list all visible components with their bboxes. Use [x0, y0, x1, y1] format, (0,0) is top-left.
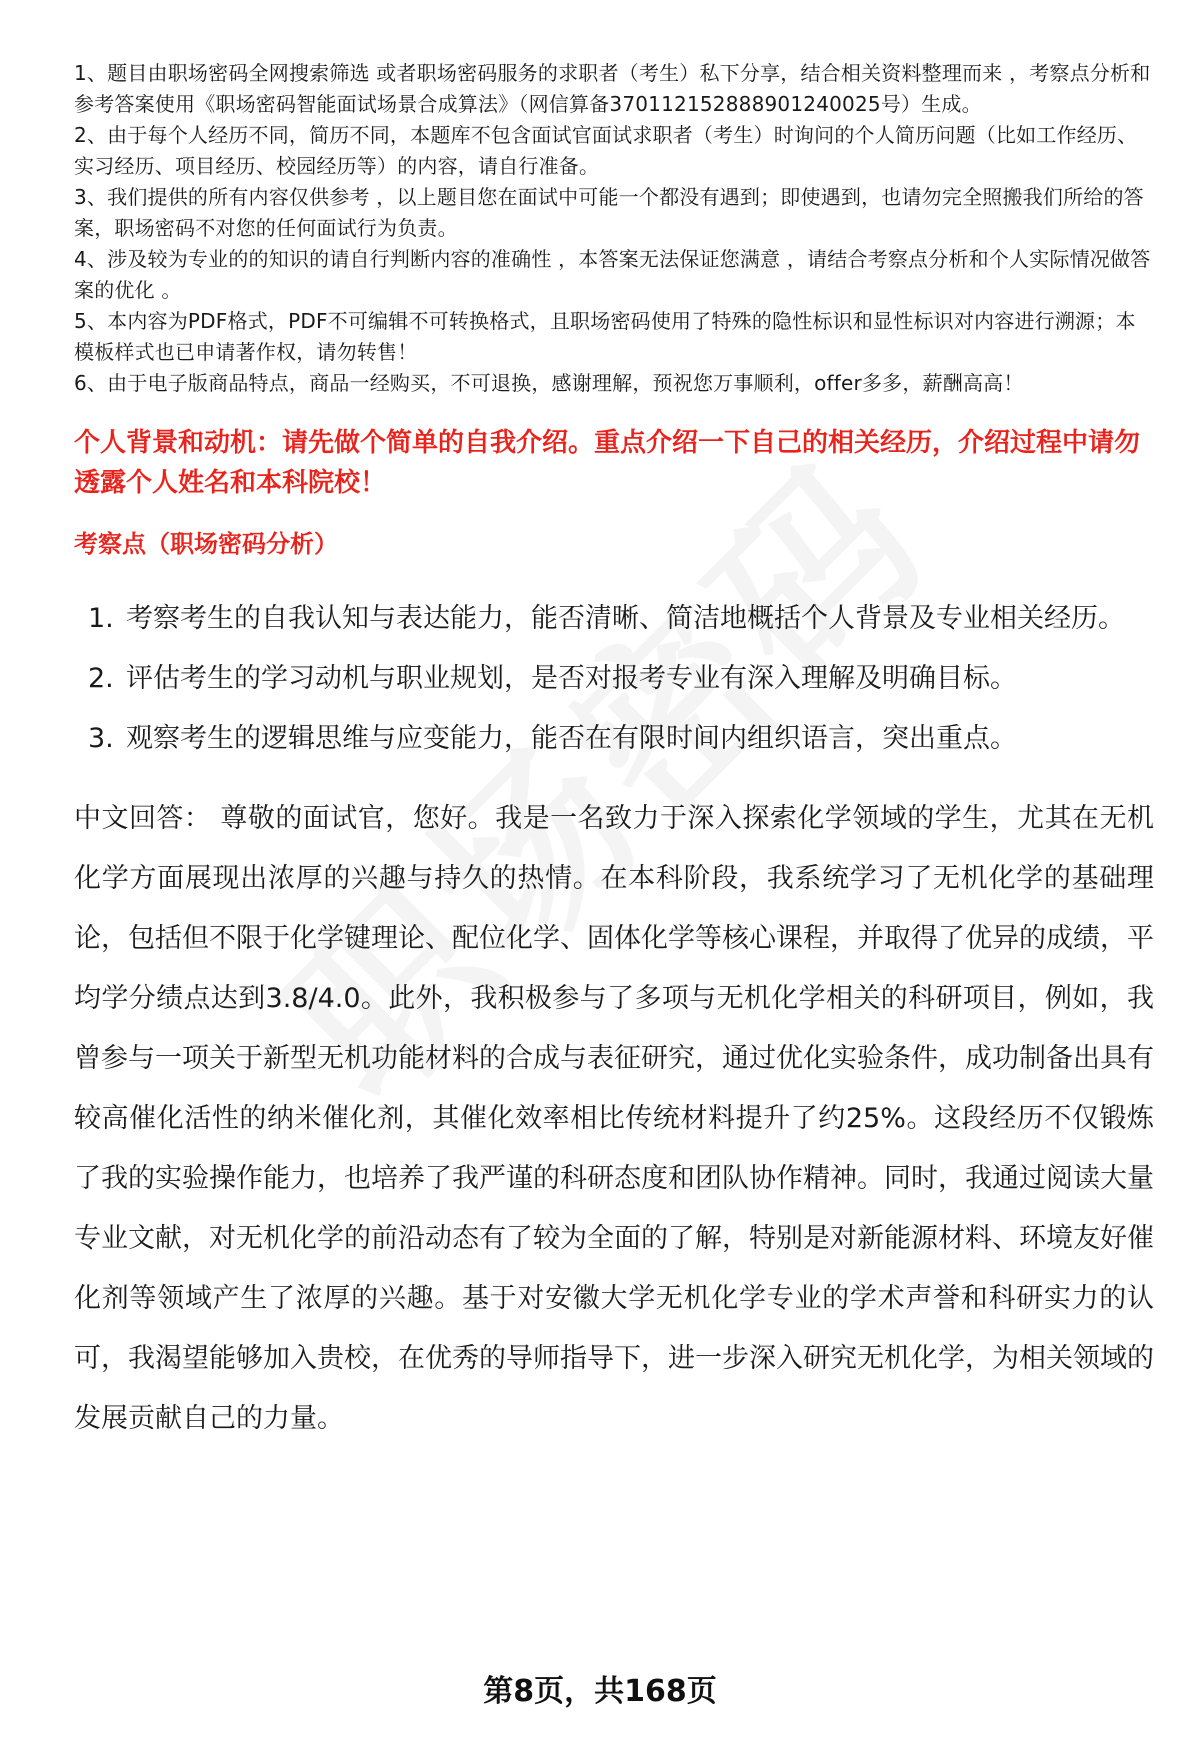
analysis-section-title: 考察点（职场密码分析）	[74, 530, 338, 558]
answer-paragraph: 中文回答： 尊敬的面试官，您好。我是一名致力于深入探索化学领域的学生，尤其在无机化学方面展现出浓厚的兴趣与持久的热情。在本科阶段，我系统学习了无机化学的基础理论，包括但不限于化学键理论、配位化学、固体化学等核心课程，并取得了优异的成绩，平均学分绩点达到3.8/4.0。此外，我积极参与了多项与无机化学相关的科研项目，例如，我曾参与一项关于新型无机功能材料的合成与表征研究，通过优化实验条件，成功制备出具有较高催化活性的纳米催化剂，其催化效率相比传统材料提升了约25%。这段经历不仅锻炼了我的实验操作能力，也培养了我严谨的科研态度和团队协作精神。同时，我通过阅读大量专业文献，对无机化学的前沿动态有了较为全面的了解，特别是对新能源材料、环境友好催化剂等领域产生了浓厚的兴趣。基于对安徽大学无机化学专业的学术声誉和科研实力的认可，我渴望能够加入贵校，在优秀的导师指导下，进一步深入研究无机化学，为相关领域的发展贡献自己的力量。	[74, 803, 1154, 1434]
page-number: 第8页，共168页	[483, 1674, 717, 1709]
point-number: 3.	[88, 723, 114, 754]
note-item: 6、由于电子版商品特点，商品一经购买，不可退换，感谢理解，预祝您万事顺利，offer多多，薪酬高高！	[74, 371, 1024, 395]
disclaimer-notes	[74, 58, 1154, 399]
analysis-points	[74, 589, 1154, 769]
analysis-point	[74, 709, 1154, 769]
note-item: 1、题目由职场密码全网搜索筛选 或者职场密码服务的求职者（考生）私下分享，结合相关资料整理而来 ，考察点分析和参考答案使用《职场密码智能面试场景合成算法》（网信算备370112152888901240025号）生成。	[74, 61, 1151, 116]
point-text: 观察考生的逻辑思维与应变能力，能否在有限时间内组织语言，突出重点。	[126, 723, 1017, 754]
analysis-point	[74, 649, 1154, 709]
point-text: 评估考生的学习动机与职业规划，是否对报考专业有深入理解及明确目标。	[126, 663, 1017, 694]
note-item: 4、涉及较为专业的的知识的请自行判断内容的准确性 ，本答案无法保证您满意 ，请结合考察点分析和个人实际情况做答案的优化 。	[74, 247, 1151, 302]
analysis-point	[74, 589, 1154, 649]
note-item: 2、由于每个人经历不同，简历不同，本题库不包含面试官面试求职者（考生）时询问的个人简历问题（比如工作经历、实习经历、项目经历、校园经历等）的内容，请自行准备。	[74, 123, 1138, 178]
interview-question: 个人背景和动机：请先做个简单的自我介绍。重点介绍一下自己的相关经历，介绍过程中请勿透露个人姓名和本科院校！	[74, 428, 1141, 498]
point-number: 1.	[88, 603, 114, 634]
note-item: 5、本内容为PDF格式，PDF不可编辑不可转换格式，且职场密码使用了特殊的隐性标识和显性标识对内容进行溯源；本模板样式也已申请著作权，请勿转售！	[74, 309, 1136, 364]
note-item: 3、我们提供的所有内容仅供参考 ，以上题目您在面试中可能一个都没有遇到；即使遇到，也请勿完全照搬我们所给的答案，职场密码不对您的任何面试行为负责。	[74, 185, 1144, 240]
page-content	[74, 58, 1154, 1449]
point-text: 考察考生的自我认知与表达能力，能否清晰、简洁地概括个人背景及专业相关经历。	[126, 603, 1125, 634]
point-number: 2.	[88, 663, 114, 694]
